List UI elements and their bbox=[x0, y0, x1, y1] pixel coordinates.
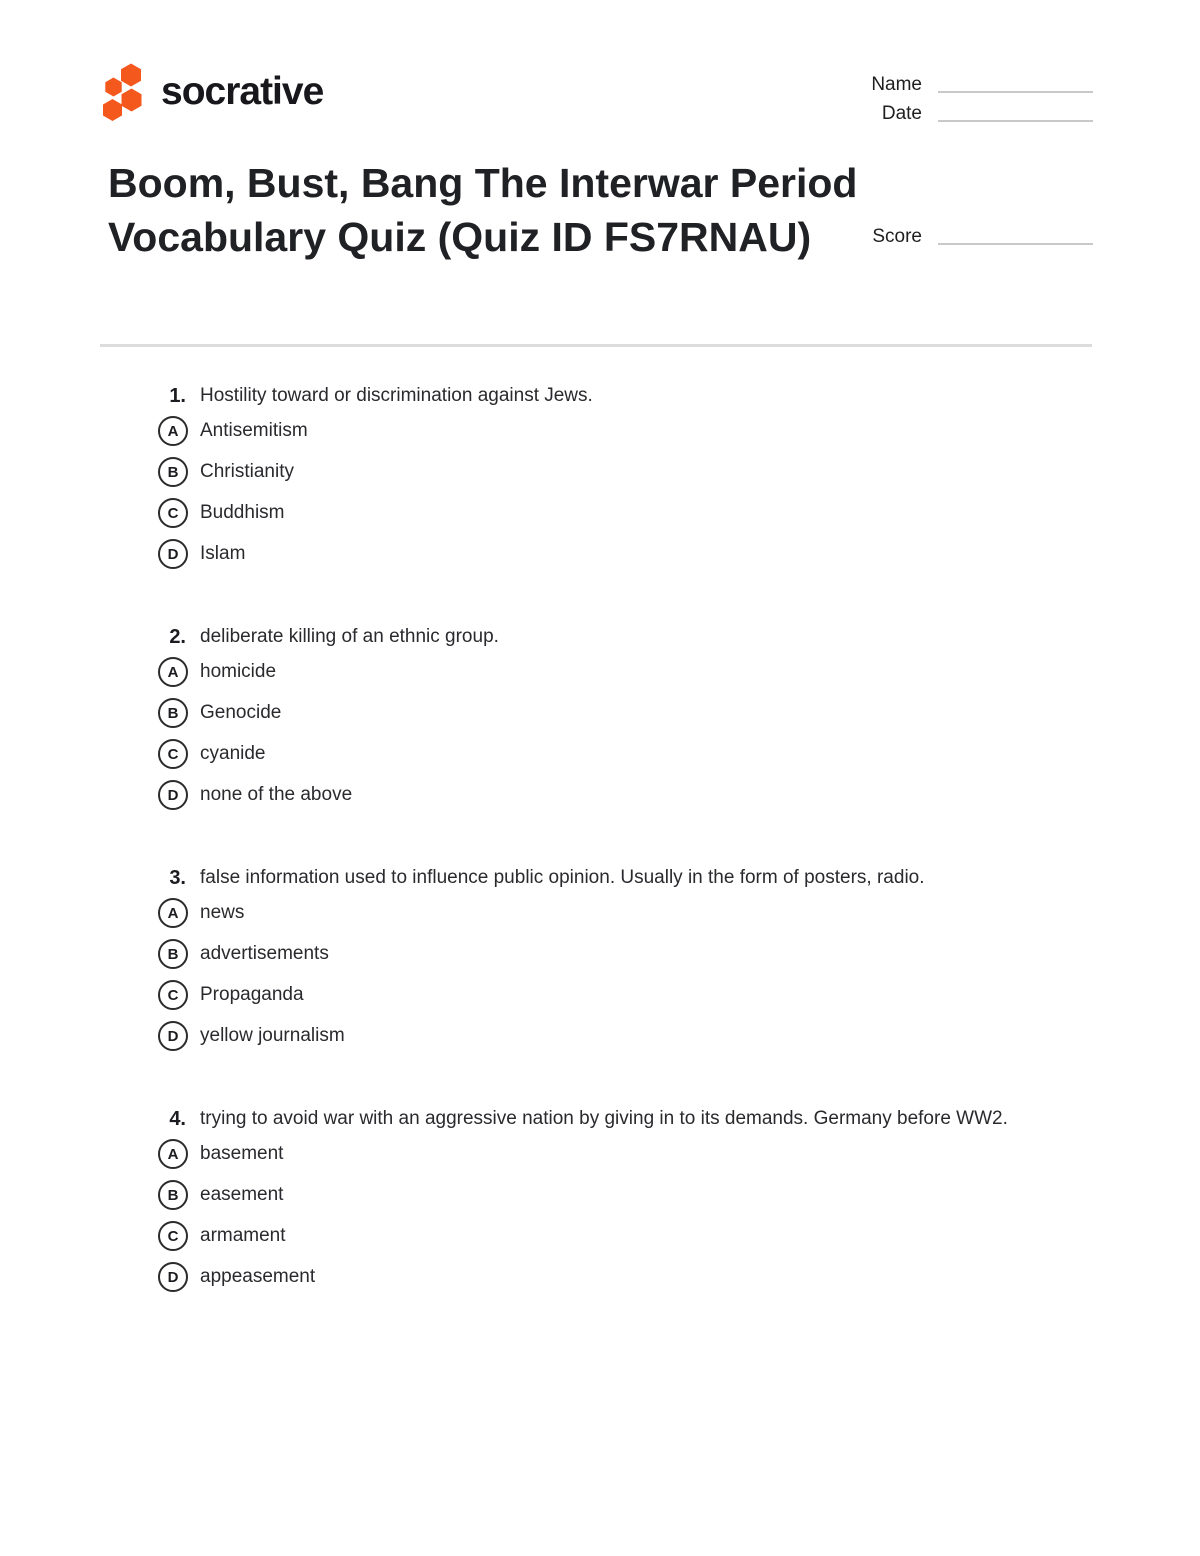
option-label: none of the above bbox=[200, 784, 353, 805]
hexagon-icon bbox=[105, 78, 121, 97]
name-field-row bbox=[871, 74, 1093, 96]
option-label: Genocide bbox=[200, 702, 282, 723]
question-options bbox=[158, 1139, 1092, 1292]
question-header bbox=[158, 382, 1092, 410]
date-label: Date bbox=[881, 103, 922, 124]
option-label: armament bbox=[200, 1225, 286, 1246]
option-letter-badge[interactable]: C bbox=[158, 739, 188, 769]
question-text: Hostility toward or discrimination against Jews. bbox=[200, 385, 593, 406]
option-letter-badge[interactable]: B bbox=[158, 457, 188, 487]
logo-wordmark: socrative bbox=[161, 70, 324, 113]
option-letter-badge[interactable]: D bbox=[158, 780, 188, 810]
option-letter-badge[interactable]: C bbox=[158, 1221, 188, 1251]
hexagon-icon bbox=[121, 64, 141, 87]
option-label: Buddhism bbox=[200, 502, 285, 523]
option-label: homicide bbox=[200, 661, 277, 682]
question-block bbox=[100, 623, 1092, 810]
questions-list bbox=[100, 382, 1092, 1346]
answer-option[interactable] bbox=[158, 698, 1092, 728]
question-header bbox=[158, 623, 1092, 651]
hexagon-icon bbox=[103, 99, 122, 121]
option-label: Islam bbox=[200, 543, 246, 564]
quiz-title: Boom, Bust, Bang The Interwar Period Vocabulary Quiz (Quiz ID FS7RNAU) bbox=[108, 160, 858, 260]
answer-option[interactable] bbox=[158, 739, 1092, 769]
answer-option[interactable] bbox=[158, 1139, 1092, 1169]
answer-option[interactable] bbox=[158, 980, 1092, 1010]
score-field bbox=[872, 226, 1093, 248]
option-label: Christianity bbox=[200, 461, 294, 482]
option-letter-badge[interactable]: A bbox=[158, 416, 188, 446]
option-letter-badge[interactable]: C bbox=[158, 980, 188, 1010]
question-number: 3. bbox=[169, 867, 186, 889]
date-field-row bbox=[871, 103, 1093, 125]
option-letter-badge[interactable]: B bbox=[158, 939, 188, 969]
answer-option[interactable] bbox=[158, 498, 1092, 528]
answer-option[interactable] bbox=[158, 1221, 1092, 1251]
option-label: Propaganda bbox=[200, 984, 304, 1005]
question-header bbox=[158, 864, 1092, 892]
option-letter-badge[interactable]: B bbox=[158, 1180, 188, 1210]
option-letter-badge[interactable]: D bbox=[158, 1021, 188, 1051]
question-number: 1. bbox=[169, 385, 186, 407]
question-text: false information used to influence public opinion. Usually in the form of posters, radio. bbox=[200, 867, 925, 888]
option-label: basement bbox=[200, 1143, 284, 1164]
answer-option[interactable] bbox=[158, 1021, 1092, 1051]
score-line[interactable] bbox=[938, 243, 1093, 245]
name-label: Name bbox=[871, 74, 922, 95]
socrative-logo bbox=[100, 62, 323, 122]
score-label: Score bbox=[872, 226, 922, 247]
answer-option[interactable] bbox=[158, 457, 1092, 487]
option-label: advertisements bbox=[200, 943, 329, 964]
option-letter-badge[interactable]: D bbox=[158, 1262, 188, 1292]
option-letter-badge[interactable]: A bbox=[158, 657, 188, 687]
answer-option[interactable] bbox=[158, 539, 1092, 569]
name-date-fields bbox=[871, 74, 1093, 125]
option-letter-badge[interactable]: A bbox=[158, 898, 188, 928]
score-field-row bbox=[872, 226, 1093, 248]
divider bbox=[100, 344, 1092, 347]
option-label: Antisemitism bbox=[200, 420, 308, 441]
answer-option[interactable] bbox=[158, 780, 1092, 810]
answer-option[interactable] bbox=[158, 657, 1092, 687]
answer-option[interactable] bbox=[158, 939, 1092, 969]
option-label: yellow journalism bbox=[200, 1025, 345, 1046]
question-block bbox=[100, 1105, 1092, 1292]
question-options bbox=[158, 416, 1092, 569]
option-label: news bbox=[200, 902, 245, 923]
option-label: appeasement bbox=[200, 1266, 316, 1287]
question-number: 2. bbox=[169, 626, 186, 648]
answer-option[interactable] bbox=[158, 416, 1092, 446]
question-number: 4. bbox=[169, 1108, 186, 1130]
answer-option[interactable] bbox=[158, 1180, 1092, 1210]
question-text: trying to avoid war with an aggressive nation by giving in to its demands. Germany before WW2. bbox=[200, 1108, 1008, 1129]
hexagon-cluster-icon bbox=[100, 62, 148, 122]
question-text: deliberate killing of an ethnic group. bbox=[200, 626, 499, 647]
question-options bbox=[158, 898, 1092, 1051]
question-block bbox=[100, 382, 1092, 569]
option-letter-badge[interactable]: B bbox=[158, 698, 188, 728]
question-header bbox=[158, 1105, 1092, 1133]
option-label: cyanide bbox=[200, 743, 266, 764]
answer-option[interactable] bbox=[158, 898, 1092, 928]
question-options bbox=[158, 657, 1092, 810]
option-letter-badge[interactable]: C bbox=[158, 498, 188, 528]
name-line[interactable] bbox=[938, 91, 1093, 93]
option-label: easement bbox=[200, 1184, 284, 1205]
question-block bbox=[100, 864, 1092, 1051]
hexagon-icon bbox=[122, 89, 142, 112]
answer-option[interactable] bbox=[158, 1262, 1092, 1292]
option-letter-badge[interactable]: A bbox=[158, 1139, 188, 1169]
date-line[interactable] bbox=[938, 120, 1093, 122]
option-letter-badge[interactable]: D bbox=[158, 539, 188, 569]
